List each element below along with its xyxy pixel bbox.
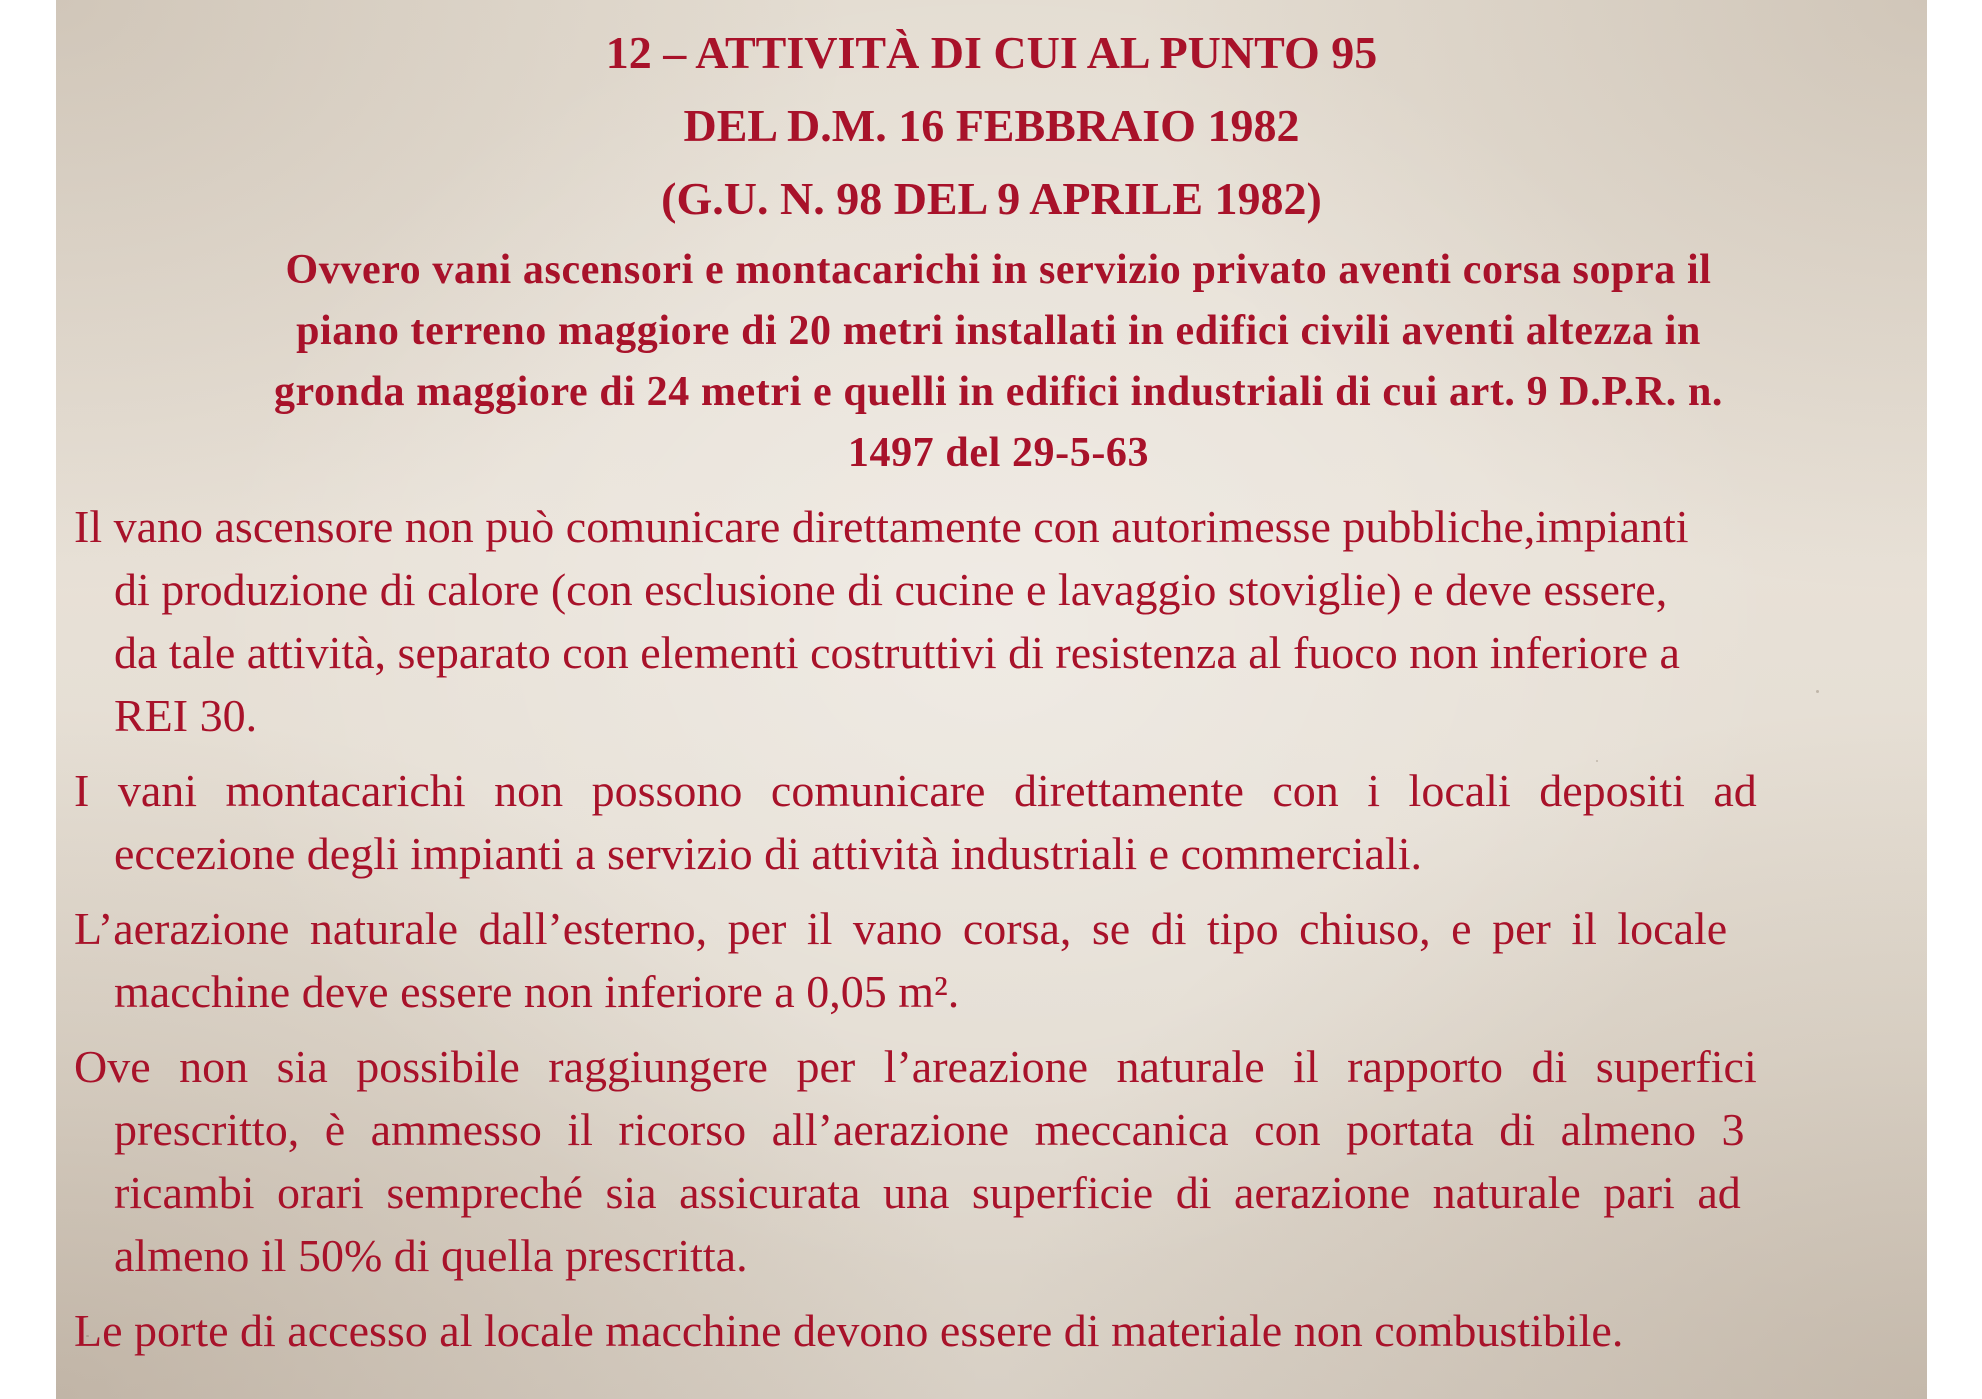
paragraph-4 bbox=[74, 1035, 1924, 1287]
slide-subtitle bbox=[126, 240, 1871, 484]
paragraph-line: L’aerazione naturale dall’esterno, per il vano corsa, se di tipo chiuso, e per il locale bbox=[74, 903, 1728, 954]
paragraph-line: Le porte di accesso al locale macchine devono essere di materiale non combustibile. bbox=[74, 1305, 1624, 1356]
paragraph-line: Il vano ascensore non può comunicare direttamente con autorimesse pubbliche,impianti bbox=[74, 501, 1689, 552]
slide-background bbox=[56, 0, 1927, 1399]
paragraph-line: REI 30. bbox=[114, 690, 258, 741]
subtitle-line-3: gronda maggiore di 24 metri e quelli in edifici industriali di cui art. 9 D.P.R. n. bbox=[273, 369, 1724, 415]
paragraph-line: eccezione degli impianti a servizio di attività industriali e commerciali. bbox=[114, 828, 1422, 879]
paragraph-line: almeno il 50% di quella prescritta. bbox=[114, 1230, 748, 1281]
paragraph-3 bbox=[74, 897, 1924, 1023]
paragraph-line: di produzione di calore (con esclusione di cucine e lavaggio stoviglie) e deve essere, bbox=[114, 564, 1668, 615]
slide-title bbox=[56, 16, 1927, 235]
paragraph-line: Ove non sia possibile raggiungere per l’areazione naturale il rapporto di superfici bbox=[74, 1041, 1757, 1092]
paragraph-line: ricambi orari sempreché sia assicurata una superficie di aerazione naturale pari ad bbox=[114, 1167, 1741, 1218]
paragraph-line: macchine deve essere non inferiore a 0,05 m². bbox=[114, 966, 960, 1017]
title-line-3: (G.U. N. 98 DEL 9 APRILE 1982) bbox=[661, 173, 1322, 224]
paragraph-5 bbox=[74, 1299, 1924, 1362]
paragraph-line: prescritto, è ammesso il ricorso all’aerazione meccanica con portata di almeno 3 bbox=[114, 1104, 1745, 1155]
paragraph-line: I vani montacarichi non possono comunicare direttamente con i locali depositi ad bbox=[74, 765, 1757, 816]
title-line-2: DEL D.M. 16 FEBBRAIO 1982 bbox=[683, 100, 1300, 151]
paragraph-line: da tale attività, separato con elementi costruttivi di resistenza al fuoco non inferiore a bbox=[114, 627, 1680, 678]
subtitle-line-4: 1497 del 29-5-63 bbox=[847, 430, 1150, 476]
paragraph-2 bbox=[74, 759, 1924, 885]
subtitle-line-1: Ovvero vani ascensori e montacarichi in servizio privato aventi corsa sopra il bbox=[285, 247, 1712, 293]
subtitle-line-2: piano terreno maggiore di 20 metri installati in edifici civili aventi altezza in bbox=[296, 308, 1701, 354]
slide-body bbox=[74, 495, 1924, 1374]
paragraph-1 bbox=[74, 495, 1924, 747]
title-line-1: 12 – ATTIVITÀ DI CUI AL PUNTO 95 bbox=[605, 27, 1378, 78]
